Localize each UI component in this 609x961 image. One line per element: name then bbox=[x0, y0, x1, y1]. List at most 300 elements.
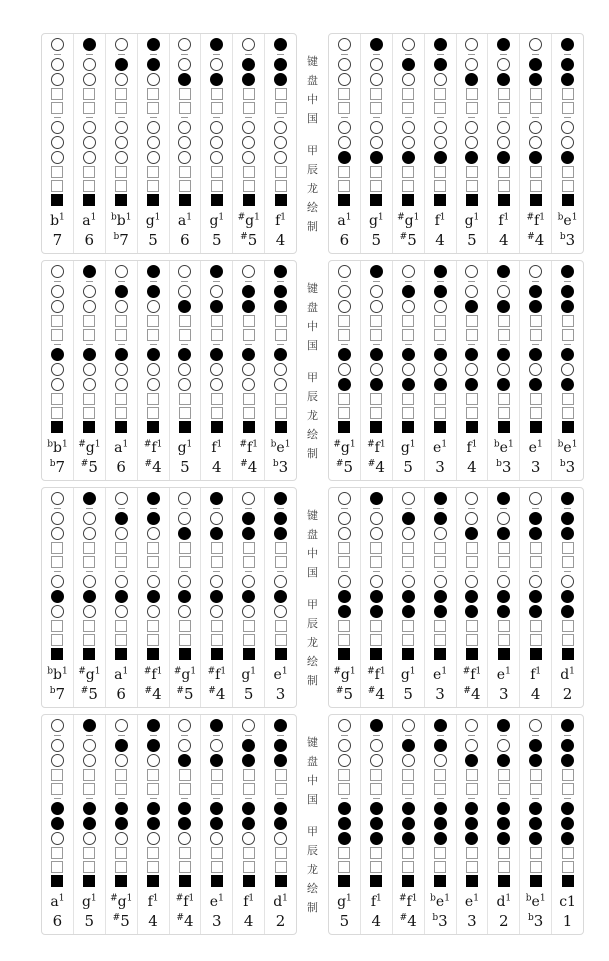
tone-hole-closed bbox=[561, 285, 574, 298]
note-label bbox=[463, 668, 481, 682]
fingering-column bbox=[232, 34, 264, 253]
scale-degree-label bbox=[467, 914, 477, 929]
fingering-column bbox=[329, 261, 360, 480]
tone-hole-closed bbox=[497, 754, 510, 767]
fingering-column bbox=[424, 261, 456, 480]
key-square-open bbox=[434, 556, 446, 568]
scale-degree-label-base: 5 bbox=[183, 685, 194, 703]
key-square-open bbox=[530, 620, 542, 632]
tone-hole-closed bbox=[497, 348, 510, 361]
group-divider-dash bbox=[468, 344, 475, 345]
octave-mark: 1 bbox=[152, 893, 159, 904]
tone-hole-open bbox=[561, 363, 574, 376]
watermark-character: 制 bbox=[307, 900, 318, 914]
group-divider-dash bbox=[118, 281, 125, 282]
key-square-open bbox=[51, 407, 63, 419]
scale-degree-label-base: 4 bbox=[212, 458, 222, 476]
key-square-open bbox=[338, 393, 350, 405]
accidental-mark: # bbox=[335, 686, 344, 696]
accidental-mark: # bbox=[527, 232, 535, 242]
key-square-open bbox=[275, 847, 287, 859]
watermark-character: 国 bbox=[307, 338, 318, 352]
key-square-open bbox=[115, 180, 127, 192]
watermark-line2 bbox=[307, 822, 318, 917]
scale-degree-label-base: 5 bbox=[371, 231, 382, 249]
note-label bbox=[430, 895, 450, 909]
key-square-open bbox=[243, 102, 255, 114]
group-divider-dash bbox=[564, 798, 571, 799]
note-label bbox=[243, 895, 254, 909]
scale-degree-label-base: 4 bbox=[243, 912, 254, 930]
tone-hole-closed bbox=[338, 817, 351, 830]
end-square-closed bbox=[370, 648, 382, 660]
tone-hole-open bbox=[51, 285, 64, 298]
tone-hole-open bbox=[147, 832, 160, 845]
tone-hole-closed bbox=[561, 719, 574, 732]
octave-mark: 1 bbox=[281, 666, 288, 677]
group-divider-dash bbox=[564, 344, 571, 345]
scale-degree-label bbox=[368, 687, 385, 702]
scale-degree-label-base: 6 bbox=[52, 912, 63, 930]
key-square-open bbox=[498, 847, 510, 859]
group-divider-dash bbox=[373, 281, 380, 282]
key-square-open bbox=[147, 180, 159, 192]
tone-hole-closed bbox=[529, 739, 542, 752]
tone-hole-closed bbox=[115, 512, 128, 525]
accidental-mark: # bbox=[80, 686, 89, 696]
key-square-open bbox=[402, 166, 414, 178]
tone-hole-closed bbox=[402, 378, 415, 391]
end-square-closed bbox=[51, 194, 63, 206]
tone-hole-closed bbox=[402, 802, 415, 815]
note-label bbox=[178, 441, 193, 455]
tone-hole-open bbox=[274, 136, 287, 149]
accidental-mark: # bbox=[176, 686, 184, 696]
group-divider-dash bbox=[373, 54, 380, 55]
fingering-column bbox=[42, 34, 73, 253]
fingering-column bbox=[137, 34, 169, 253]
tone-hole-open bbox=[210, 605, 223, 618]
key-square-open bbox=[370, 393, 382, 405]
key-square-open bbox=[51, 556, 63, 568]
group-divider-dash bbox=[86, 571, 93, 572]
group-divider-dash bbox=[564, 117, 571, 118]
scale-degree-label bbox=[176, 687, 193, 702]
note-label-base: g bbox=[241, 667, 251, 683]
octave-mark: 1 bbox=[186, 212, 192, 223]
tone-hole-open bbox=[370, 512, 383, 525]
key-square-open bbox=[530, 166, 542, 178]
tone-hole-open bbox=[529, 38, 542, 51]
tone-hole-open bbox=[497, 121, 510, 134]
key-square-open bbox=[562, 393, 574, 405]
group-divider-dash bbox=[54, 54, 61, 55]
key-square-open bbox=[147, 861, 159, 873]
tone-hole-closed bbox=[115, 817, 128, 830]
accidental-mark: b bbox=[270, 439, 277, 450]
note-label-base: f bbox=[374, 440, 380, 456]
watermark-character: 龙 bbox=[307, 862, 318, 876]
scale-degree-label bbox=[400, 233, 417, 248]
tone-hole-open bbox=[497, 285, 510, 298]
watermark-line2 bbox=[307, 368, 318, 463]
tone-hole-open bbox=[115, 719, 128, 732]
octave-mark: 1 bbox=[122, 666, 129, 677]
tone-hole-open bbox=[210, 285, 223, 298]
note-label bbox=[337, 214, 351, 228]
key-square-open bbox=[115, 166, 127, 178]
tone-hole-closed bbox=[210, 265, 223, 278]
note-label-base: f bbox=[151, 440, 157, 456]
note-label-base: e bbox=[563, 440, 572, 456]
tone-hole-open bbox=[51, 512, 64, 525]
tone-hole-open bbox=[561, 136, 574, 149]
group-divider-dash bbox=[341, 117, 348, 118]
group-divider-dash bbox=[54, 117, 61, 118]
note-label bbox=[178, 214, 192, 228]
key-square-open bbox=[338, 542, 350, 554]
tone-hole-open bbox=[115, 136, 128, 149]
chart-row-3 bbox=[41, 487, 609, 708]
group-divider-dash bbox=[468, 571, 475, 572]
fingering-column bbox=[137, 488, 169, 707]
end-square-closed bbox=[402, 194, 414, 206]
key-square-open bbox=[147, 393, 159, 405]
note-label bbox=[47, 668, 67, 682]
key-square-open bbox=[115, 769, 127, 781]
note-label-base: b bbox=[116, 213, 126, 229]
tone-hole-open bbox=[51, 739, 64, 752]
scale-degree-label bbox=[336, 687, 353, 702]
key-square-open bbox=[434, 393, 446, 405]
accidental-mark: # bbox=[462, 666, 471, 677]
tone-hole-open bbox=[115, 575, 128, 588]
accidental-mark: # bbox=[399, 913, 408, 923]
end-square-closed bbox=[179, 648, 191, 660]
scale-degree-label bbox=[212, 233, 222, 248]
key-square-open bbox=[179, 634, 191, 646]
fingering-column bbox=[456, 715, 488, 934]
key-square-open bbox=[498, 634, 510, 646]
key-square-open bbox=[115, 102, 127, 114]
end-square-closed bbox=[434, 875, 446, 887]
scale-degree-label bbox=[212, 914, 222, 929]
note-label-base: g bbox=[464, 213, 474, 229]
fingering-column bbox=[42, 488, 73, 707]
tone-hole-open bbox=[115, 151, 128, 164]
group-divider-dash bbox=[277, 508, 284, 509]
note-label bbox=[274, 668, 288, 682]
tone-hole-closed bbox=[561, 348, 574, 361]
key-square-open bbox=[434, 861, 446, 873]
group-divider-dash bbox=[245, 798, 252, 799]
fingering-column bbox=[360, 261, 392, 480]
note-label bbox=[465, 895, 479, 909]
fingering-column bbox=[169, 34, 201, 253]
note-label-base: g bbox=[181, 667, 191, 683]
tone-hole-open bbox=[274, 832, 287, 845]
tone-hole-open bbox=[465, 492, 478, 505]
key-square-open bbox=[211, 769, 223, 781]
accidental-mark: b bbox=[525, 893, 532, 904]
scale-degree-label bbox=[531, 460, 541, 475]
accidental-mark: b bbox=[113, 232, 120, 242]
accidental-mark: b bbox=[49, 686, 56, 696]
group-divider-dash bbox=[437, 735, 444, 736]
fingering-column bbox=[264, 488, 296, 707]
note-label bbox=[238, 214, 260, 228]
key-square-open bbox=[562, 329, 574, 341]
accidental-mark: # bbox=[143, 666, 152, 677]
end-square-closed bbox=[338, 648, 350, 660]
tone-hole-open bbox=[497, 739, 510, 752]
accidental-mark: # bbox=[335, 459, 344, 469]
key-square-open bbox=[530, 783, 542, 795]
key-square-open bbox=[466, 783, 478, 795]
tone-hole-closed bbox=[529, 378, 542, 391]
tone-hole-closed bbox=[242, 739, 255, 752]
tone-hole-closed bbox=[147, 817, 160, 830]
scale-degree-label bbox=[176, 914, 193, 929]
key-square-open bbox=[115, 88, 127, 100]
group-divider-dash bbox=[181, 281, 188, 282]
tone-hole-open bbox=[497, 575, 510, 588]
end-square-closed bbox=[275, 421, 287, 433]
group-divider-dash bbox=[341, 54, 348, 55]
tone-hole-closed bbox=[83, 492, 96, 505]
tone-hole-closed bbox=[561, 151, 574, 164]
tone-hole-closed bbox=[210, 754, 223, 767]
end-square-closed bbox=[147, 421, 159, 433]
fingering-column bbox=[73, 488, 105, 707]
key-square-open bbox=[434, 88, 446, 100]
key-square-open bbox=[51, 102, 63, 114]
end-square-closed bbox=[434, 194, 446, 206]
note-label-base: g bbox=[177, 440, 187, 456]
end-square-closed bbox=[179, 875, 191, 887]
note-label-base: b bbox=[52, 667, 62, 683]
scale-degree-label bbox=[50, 687, 65, 702]
fingering-column bbox=[264, 34, 296, 253]
key-square-open bbox=[179, 620, 191, 632]
key-square-open bbox=[275, 88, 287, 100]
tone-hole-open bbox=[83, 58, 96, 71]
group-divider-dash bbox=[341, 798, 348, 799]
tone-hole-open bbox=[434, 575, 447, 588]
fingering-column bbox=[487, 34, 519, 253]
note-label bbox=[367, 668, 385, 682]
end-square-closed bbox=[243, 194, 255, 206]
end-square-closed bbox=[211, 875, 223, 887]
key-square-open bbox=[562, 847, 574, 859]
key-square-open bbox=[83, 634, 95, 646]
tone-hole-open bbox=[115, 363, 128, 376]
tone-hole-open bbox=[338, 527, 351, 540]
tone-hole-open bbox=[529, 575, 542, 588]
note-label bbox=[144, 668, 162, 682]
tone-hole-open bbox=[51, 605, 64, 618]
group-divider-dash bbox=[373, 735, 380, 736]
tone-hole-closed bbox=[242, 285, 255, 298]
octave-mark: 1 bbox=[154, 212, 161, 223]
group-divider-dash bbox=[468, 117, 475, 118]
tone-hole-closed bbox=[529, 817, 542, 830]
scale-degree-label bbox=[528, 914, 543, 929]
group-divider-dash bbox=[405, 281, 412, 282]
tone-hole-closed bbox=[274, 348, 287, 361]
key-square-open bbox=[83, 542, 95, 554]
note-label-base: g bbox=[85, 667, 95, 683]
scale-degree-label-base: 4 bbox=[467, 458, 477, 476]
tone-hole-open bbox=[370, 121, 383, 134]
key-square-open bbox=[498, 393, 510, 405]
watermark-character: 中 bbox=[307, 92, 318, 106]
tone-hole-open bbox=[210, 512, 223, 525]
scale-degree-label bbox=[340, 233, 350, 248]
end-square-closed bbox=[115, 194, 127, 206]
group-divider-dash bbox=[245, 117, 252, 118]
fingering-column bbox=[487, 715, 519, 934]
end-square-closed bbox=[338, 421, 350, 433]
scale-degree-label-base: 4 bbox=[152, 685, 162, 703]
note-label bbox=[239, 441, 257, 455]
watermark-character: 龙 bbox=[307, 181, 318, 195]
note-label-base: f bbox=[243, 894, 249, 910]
tone-hole-closed bbox=[51, 802, 64, 815]
tone-hole-closed bbox=[274, 739, 287, 752]
tone-hole-open bbox=[242, 136, 255, 149]
octave-mark: 1 bbox=[254, 212, 260, 223]
key-square-open bbox=[243, 393, 255, 405]
watermark-character: 国 bbox=[307, 792, 318, 806]
group-divider-dash bbox=[181, 508, 188, 509]
watermark-character: 制 bbox=[307, 446, 318, 460]
fingering-column bbox=[456, 34, 488, 253]
octave-mark: 1 bbox=[220, 666, 227, 677]
tone-hole-open bbox=[83, 512, 96, 525]
group-divider-dash bbox=[468, 798, 475, 799]
scale-degree-label-base: 3 bbox=[565, 458, 576, 476]
note-label-base: e bbox=[496, 667, 506, 683]
tone-hole-closed bbox=[497, 832, 510, 845]
end-square-closed bbox=[51, 875, 63, 887]
key-square-open bbox=[179, 783, 191, 795]
group-divider-dash bbox=[245, 735, 252, 736]
tone-hole-closed bbox=[115, 58, 128, 71]
accidental-mark: b bbox=[557, 439, 564, 450]
note-label-base: f bbox=[275, 213, 281, 229]
tone-hole-open bbox=[178, 58, 191, 71]
key-square-open bbox=[370, 634, 382, 646]
scale-degree-label bbox=[81, 687, 98, 702]
tone-hole-open bbox=[242, 151, 255, 164]
accidental-mark: # bbox=[112, 913, 121, 923]
tone-hole-open bbox=[147, 527, 160, 540]
end-square-closed bbox=[466, 194, 478, 206]
scale-degree-label bbox=[148, 233, 158, 248]
scale-degree-label-base: 3 bbox=[499, 685, 509, 703]
tone-hole-closed bbox=[274, 285, 287, 298]
tone-hole-closed bbox=[210, 527, 223, 540]
fingering-column bbox=[169, 488, 201, 707]
key-square-open bbox=[338, 166, 350, 178]
end-square-closed bbox=[243, 875, 255, 887]
key-square-open bbox=[498, 620, 510, 632]
octave-mark: 1 bbox=[507, 439, 514, 450]
tone-hole-open bbox=[147, 754, 160, 767]
scale-degree-label-base: 2 bbox=[275, 912, 286, 930]
key-square-open bbox=[243, 847, 255, 859]
group-divider-dash bbox=[213, 281, 220, 282]
scale-degree-label bbox=[403, 460, 413, 475]
scale-degree-label bbox=[499, 687, 509, 702]
group-divider-dash bbox=[181, 54, 188, 55]
key-square-open bbox=[211, 847, 223, 859]
key-square-open bbox=[562, 315, 574, 327]
scale-degree-label-base: 4 bbox=[407, 912, 417, 930]
tone-hole-open bbox=[497, 58, 510, 71]
scale-degree-label bbox=[145, 687, 162, 702]
end-square-closed bbox=[562, 875, 574, 887]
tone-hole-closed bbox=[434, 285, 447, 298]
note-label-base: g bbox=[81, 894, 91, 910]
tone-hole-closed bbox=[147, 265, 160, 278]
tone-hole-open bbox=[115, 832, 128, 845]
octave-mark: 1 bbox=[282, 893, 288, 904]
group-divider-dash bbox=[118, 798, 125, 799]
octave-mark: 1 bbox=[218, 212, 225, 223]
watermark-character: 盘 bbox=[307, 73, 318, 87]
note-label-base: g bbox=[404, 213, 414, 229]
group-divider-dash bbox=[500, 281, 507, 282]
key-square-open bbox=[243, 88, 255, 100]
tone-hole-open bbox=[83, 363, 96, 376]
end-square-closed bbox=[434, 421, 446, 433]
watermark-line1 bbox=[307, 733, 318, 809]
group-divider-dash bbox=[405, 344, 412, 345]
accidental-mark: # bbox=[367, 686, 376, 696]
scale-degree-label-base: 1 bbox=[562, 912, 573, 930]
key-square-open bbox=[243, 556, 255, 568]
group-divider-dash bbox=[341, 281, 348, 282]
octave-mark: 1 bbox=[280, 212, 287, 223]
tone-hole-closed bbox=[434, 802, 447, 815]
tone-hole-closed bbox=[51, 590, 64, 603]
scale-degree-label-base: 4 bbox=[275, 231, 286, 249]
tone-hole-open bbox=[178, 492, 191, 505]
key-square-open bbox=[211, 542, 223, 554]
note-label-base: e bbox=[433, 440, 442, 456]
fingering-column bbox=[105, 34, 137, 253]
tone-hole-open bbox=[402, 265, 415, 278]
group-divider-dash bbox=[500, 344, 507, 345]
tone-hole-closed bbox=[529, 605, 542, 618]
group-divider-dash bbox=[150, 54, 157, 55]
tone-hole-open bbox=[434, 527, 447, 540]
key-square-open bbox=[562, 634, 574, 646]
tone-hole-closed bbox=[402, 590, 415, 603]
key-square-open bbox=[115, 542, 127, 554]
key-square-open bbox=[338, 620, 350, 632]
key-square-open bbox=[402, 634, 414, 646]
scale-degree-label-base: 2 bbox=[499, 912, 509, 930]
scale-degree-label-base: 4 bbox=[534, 231, 545, 249]
tone-hole-open bbox=[242, 38, 255, 51]
note-label-base: g bbox=[340, 440, 350, 456]
key-square-open bbox=[402, 102, 414, 114]
tone-hole-closed bbox=[242, 817, 255, 830]
tone-hole-closed bbox=[274, 492, 287, 505]
